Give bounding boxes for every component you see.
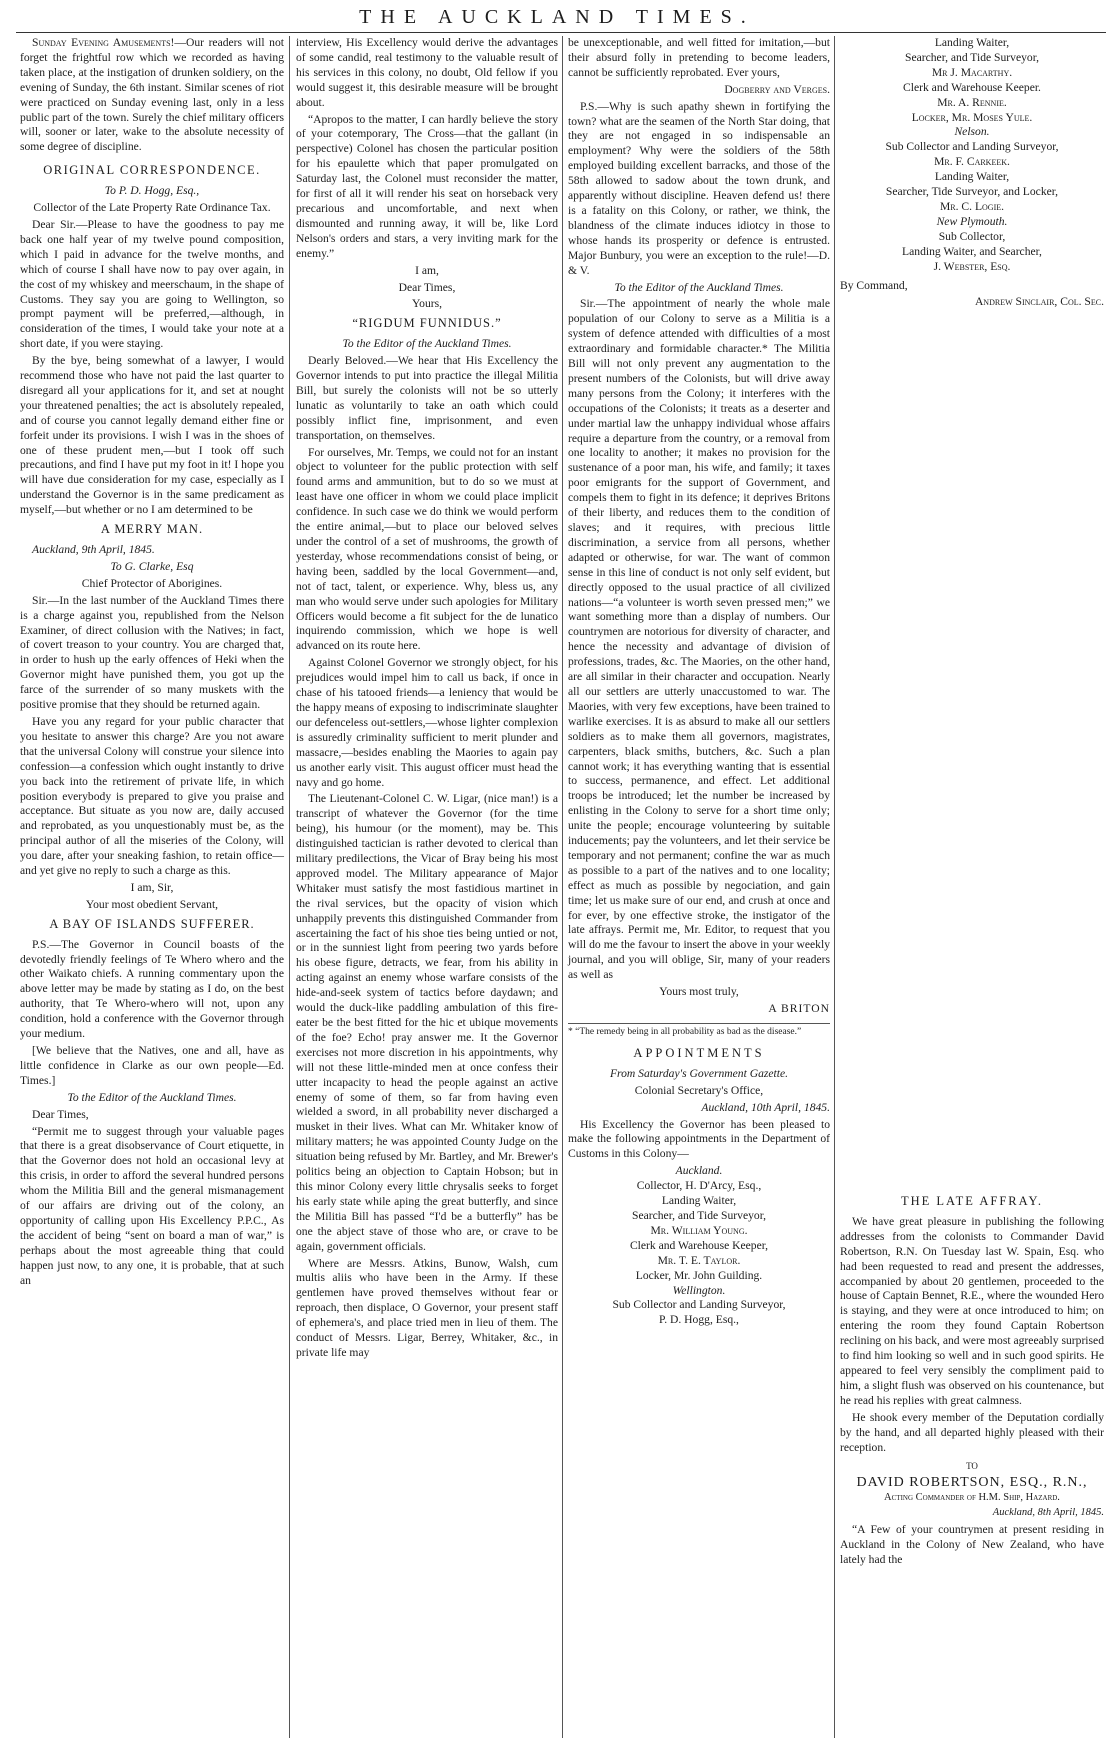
appointment-line: Searcher, and Tide Surveyor, bbox=[905, 50, 1039, 64]
masthead-rule bbox=[16, 32, 1106, 33]
appointment-line: Clerk and Warehouse Keeper. bbox=[903, 80, 1041, 94]
appointment-line: Landing Waiter, bbox=[934, 36, 1010, 49]
letter-paragraph: “Apropos to the matter, I can hardly believe the story of your cotemporary, The Cross—that the gallant (in perspective) Colonel has chosen the particular position for his epaulette which that paper promulgated on Saturday last, the Colonel must reconsider the matter, for first of all it will render his seat on horseback very precarious and uncomfortable, and next when dismounted and running away, it will be, like Lord Nelson's orders and stars, a very inviting mark for the enemy.” bbox=[296, 112, 558, 260]
letter-paragraph: Have you any regard for your public character that you hesitate to answer this charge? Are you not aware that the universal Colony will construe your silence into confession—a confession which ought instantly to drive you back into the retirement of private life, in which position everybody is prepared to give you praise and acceptance. But situate as you now are, daily accused and reprobated, as you unquestionably must be, as the principal author of all the miseries of the Colony, will you dare, after your sneaking fashion, to retain office—and yet give no reply to such a charge as this. bbox=[20, 714, 284, 878]
appointment-line: Sub Collector and Landing Surveyor, bbox=[885, 140, 1059, 154]
letter-address-title: Chief Protector of Aborigines. bbox=[81, 576, 223, 590]
letter-paragraph: Against Colonel Governor we strongly object, for his prejudices would impel him to call us back, if once in chase of his tatooed friends—a leniency that would be the happy means of exposing to indiscriminate slaughter our defenceless out-settlers,—whose lighter complexion is assuredly criminality sufficient to merit plunder and massacre,—besides enabling the Maories to again pay us another early visit. This august officer must head the navy and go home. bbox=[296, 656, 558, 789]
letter-signature: A BAY OF ISLANDS SUFFERER. bbox=[49, 916, 255, 931]
appointment-line: Searcher, and Tide Surveyor, bbox=[632, 1208, 766, 1222]
article-text: —Our readers will not forget the frightful row which we recorded as having taken place, at the instigation of drunken soldiery, on the evening of Sunday, the 6th instant. Similar scenes of riot were practiced on Sunday evening last, only in a less public part of the town. Surely the chief military officers will, sooner or later, wake to the absolute necessity of some degree of discipline. bbox=[20, 36, 284, 154]
column-divider bbox=[562, 36, 563, 1738]
appointment-line: Sub Collector, bbox=[938, 229, 1006, 243]
letter-closing: Yours, bbox=[411, 297, 443, 311]
letter-salutation: Dear Times, bbox=[32, 1107, 89, 1121]
letter-closing: Yours most truly, bbox=[659, 985, 739, 999]
letter-paragraph: Where are Messrs. Atkins, Bunow, Walsh, cum multis aliis who have been in the Army. If these gentlemen have proved themselves without fear or reproach, then displace, O Governor, your present staff of ephemera's, and place tried men in lieu of them. The conduct of Messrs. Ligar, Berrey, Whitaker, &c., in private life may bbox=[296, 1256, 558, 1359]
letter-signature: A MERRY MAN. bbox=[100, 522, 204, 537]
appointment-line: Mr. A. Rennie. bbox=[937, 95, 1007, 109]
command-line: By Command, bbox=[840, 278, 908, 292]
appointment-line: Mr. T. E. Taylor. bbox=[657, 1253, 741, 1267]
letter-address: To G. Clarke, Esq bbox=[110, 559, 194, 573]
article-paragraph: He shook every member of the Deputation cordially by the hand, and all departed highly pleased with their reception. bbox=[840, 1410, 1104, 1454]
appointment-line: Collector, H. D'Arcy, Esq., bbox=[636, 1179, 762, 1193]
appointment-line: Landing Waiter, and Searcher, bbox=[902, 244, 1042, 258]
appointment-line: Landing Waiter, bbox=[934, 170, 1010, 184]
letter-signature: A BRITON bbox=[768, 1002, 830, 1015]
appointment-line: Mr. William Young. bbox=[650, 1223, 748, 1237]
section-subheading: From Saturday's Government Gazette. bbox=[609, 1066, 789, 1080]
letter-paragraph: Sir.—In the last number of the Auckland Times there is a charge against you, republished from the Nelson Examiner, of direct collusion with the Natives; in fact, of covert treason to your country. You are charged that, in order to hush up the early offences of Heki when the Governor might have punished them, you got up the farce of the surrender of so many muskets with the positive promise that they should be returned again. bbox=[20, 593, 284, 712]
appointment-line: Locker, Mr. John Guilding. bbox=[635, 1268, 763, 1282]
letter-signature: “RIGDUM FUNNIDUS.” bbox=[352, 316, 502, 331]
appointment-line: Mr J. Macarthy. bbox=[931, 65, 1013, 79]
notice-paragraph: His Excellency the Governor has been pleased to make the following appointments in the Department of Customs in this Colony— bbox=[568, 1117, 830, 1161]
letter-address: To the Editor of the Auckland Times. bbox=[67, 1090, 237, 1104]
letter-paragraph: interview, His Excellency would derive the advantages of some candid, real testimony to the valuable result of his services in this colony, no doubt, Old fellow if you would suggest it, this desirable measure will be brought about. bbox=[296, 36, 558, 109]
column-4-lower bbox=[840, 1186, 1104, 1570]
letter-paragraph: “Permit me to suggest through your valuable pages that there is a great disobservance of Court etiquette, in that the Governor does not hold an occasional levy at this crisis, in order to afford the several hundred persons whom the Militia Bill and the general mismanagement of our affairs are driving out of the colony, an opportunity of calling upon His Excellency P.P.C., As the accident of being “sent on board a man of war,” is perhaps about the most agreeable thing that could happen just now, to any one, it is probable, that at such an bbox=[20, 1124, 284, 1287]
appointment-line: P. D. Hogg, Esq., bbox=[659, 1313, 739, 1327]
letter-paragraph: Dear Sir.—Please to have the goodness to pay me back one half year of my twelve pound composition, which I paid in advance for the twelve months, and which of course I shall have now to pay over again, in the cost of my whiskey and meerschaum, in the shape of Customs. They say you are going to Wellington, so prompt payment will be preferred,—although, in consideration of the times, I would take your note at a short date, if you were staying. bbox=[20, 217, 284, 351]
appointment-line: Locker, Mr. Moses Yule. bbox=[911, 110, 1033, 124]
letter-postscript: P.S.—The Governor in Council boasts of the devotedly friendly feelings of Te Whero whero and the other Waikato chiefs. A running commentary upon the above letter may be made by stating as I do, on the best authority, that Te Whero-whero will not, upon any condition, hold a conference with the Governor through your medium. bbox=[20, 937, 284, 1041]
appointments-list bbox=[840, 36, 1104, 275]
letter-paragraph: For ourselves, Mr. Temps, we could not for an instant object to volunteer for the public protection with self found arms and ammunition, but to do so we must at least have one officer in whom we could place implicit confidence. In such case we do think we would perform the entire animal,—but to place our beloved selves under the control of a set of mushrooms, the growth of yesterday, whose recommendations consist of being, or having been, saddled by the local Government—and, not of tact, talent, or experience. Why, bless us, any man who would serve under such apologies for Military Officers would become a fit subject for the de lunatico inquirendo commission, which we hope is well advanced on its route here. bbox=[296, 445, 558, 653]
letter-signature: Dogberry and Verges. bbox=[724, 82, 830, 96]
letter-address: To the Editor of the Auckland Times. bbox=[342, 337, 512, 351]
letter-closing: Dear Times, bbox=[398, 280, 456, 294]
letter-paragraph: be unexceptionable, and well fitted for imitation,—but their absurd folly in pretending to become leaders, cannot be sufficiently reprobated. Ever yours, bbox=[568, 36, 830, 79]
appointment-line: Mr. C. Logie. bbox=[939, 199, 1005, 213]
letter-closing: Your most obedient Servant, bbox=[85, 897, 219, 911]
address-recipient: DAVID ROBERTSON, ESQ., R.N., bbox=[856, 1475, 1088, 1491]
letter-paragraph: Dearly Beloved.—We hear that His Excellency the Governor intends to put into practice the illegal Militia Bill, but surely the colonists will not be so utterly lunatic as voluntarily to take an oath which could possibly inflict fine, imprisonment, and even transportation, on themselves. bbox=[296, 354, 558, 442]
article-paragraph: We have great pleasure in publishing the following addresses from the colonists to Commander David Robertson, R.N. On Tuesday last W. Spain, Esq. who had been requested to read and present the addresses, accompanied by about 20 gentlemen, proceeded to the house of Captain Bennet, R.E., where the wounded Hero is staying, and they were at once introduced to him; on entering the room they found Captain Robertson reclining on his back, and were most agreeably surprised to find him looking so well and in such good spirits. He appeared to feel very sensibly the compliment paid to him, a slight flush was observed on his countenance, but he read his replies with great calmness. bbox=[840, 1214, 1104, 1407]
column-4 bbox=[840, 36, 1104, 312]
letter-closing: I am, bbox=[415, 263, 439, 277]
letter-paragraph: The Lieutenant-Colonel C. W. Ligar, (nice man!) is a transcript of whatever the Governor (for the time being), his humour (or the moment), may be. This distinguished tactician is rather devoted to clerical than military predilections, the Vicar of Bray being his most approved model. The Military appearance of Major Whitaker must satisfy the most fastidious martinet in the rival services, but the opacity of vision which unhappily prevents this distinguished Commander from ascertaining the fact of his shoe ties being untied or not, or in the sunniest light from peering two yards before his obese figure, detracts, we fear, from his ability in acting against an enemy whose warfare consists of the hide-and-seek system of tactics before daydawn; and would the duck-like paddling ambulation of this fire-eater be the best fitted for the hic et ubique movements of the foe? Echo! pray answer me. It the Governor exercises not more discretion in his appointments, why will not these little-minded men at once confess their utter incapacity to head the people against an active enemy of some of them, so far from having even wielded a sword, in all probability never discharged a musket in their lives. What can Mr. Whitaker know of military matters; he was appointed County Judge on the situation being refused by Mr. Bartley, and Mr. Brewer's politics being an objection to Captain Hobson; but in this minor Colony every little chrysalis seeks to forget his early state while aping the great butterfly, and since the Militia Bill has passed “I'd be a butterfly” has be one the abject stave of those who are, or crave to be again, government officials. bbox=[296, 792, 558, 1253]
letter-closing: I am, Sir, bbox=[130, 880, 174, 894]
appointment-line: Sub Collector and Landing Surveyor, bbox=[612, 1298, 786, 1312]
place-heading: Wellington. bbox=[672, 1283, 726, 1297]
column-2 bbox=[296, 36, 558, 1363]
letter-address: To the Editor of the Auckland Times. bbox=[614, 280, 784, 294]
place-heading: New Plymouth. bbox=[936, 214, 1008, 228]
appointment-line: J. Webster, Esq. bbox=[933, 259, 1011, 273]
masthead bbox=[0, 6, 1114, 28]
section-heading: THE LATE AFFRAY. bbox=[900, 1194, 1044, 1208]
footnote: * “The remedy being in all probability as bad as the disease.” bbox=[568, 1023, 830, 1038]
editor-note: [We believe that the Natives, one and all, have as little confidence in Clarke as our own people—Ed. Times.] bbox=[20, 1044, 284, 1087]
notice-signature: Andrew Sinclair, Col. Sec. bbox=[974, 295, 1104, 309]
article-paragraph: “A Few of your countrymen at present residing in Auckland in the Colony of New Zealand, who have lately had the bbox=[840, 1523, 1104, 1566]
letter-address: To P. D. Hogg, Esq., bbox=[104, 184, 200, 198]
section-heading: APPOINTMENTS bbox=[633, 1045, 765, 1060]
appointment-line: Clerk and Warehouse Keeper, bbox=[629, 1238, 769, 1252]
letter-address-title: Collector of the Late Property Rate Ordinance Tax. bbox=[33, 201, 271, 215]
column-3 bbox=[568, 36, 830, 1328]
letter-paragraph: By the bye, being somewhat of a lawyer, I would recommend those who have not paid the last quarter to disregard all your applications for it, and set at nought your threatened penalties; the act is absolutely repealed, and of course you cannot legally demand either fine or forfeit under its provisions. I wish I was in the shoes of one of these prudent men,—but I took off such precautions, and find I have put my foot in it! I hope you will have due consideration for my case, especially as I understand the Governor is in the same predicament as myself,—but whether or no I am determined to be bbox=[20, 354, 284, 517]
appointment-line: Landing Waiter, bbox=[661, 1194, 737, 1208]
column-divider bbox=[289, 36, 290, 1738]
place-heading: Auckland. bbox=[675, 1164, 723, 1178]
article-lead: Sunday Evening Amusements! bbox=[32, 36, 175, 49]
notice-date: Auckland, 10th April, 1845. bbox=[701, 1100, 830, 1114]
appointment-line: Mr. F. Carkeek. bbox=[934, 155, 1010, 169]
address-date: Auckland, 8th April, 1845. bbox=[992, 1507, 1104, 1519]
office-name: Colonial Secretary's Office, bbox=[634, 1083, 764, 1097]
section-heading: ORIGINAL CORRESPONDENCE. bbox=[43, 163, 261, 178]
appointment-line: Searcher, Tide Surveyor, and Locker, bbox=[885, 185, 1059, 199]
newspaper-title: THE AUCKLAND TIMES. bbox=[359, 6, 755, 28]
letter-postscript: P.S.—Why is such apathy shewn in fortifying the town? what are the seamen of the North Star doing, that they are not engaged in so indispensable an employment? Why were the soldiers of the 58th employed building excellent barracks, and those of the 58th allowed to sadow about the town drunk, and apparently without discipline. Heaven defend us! there is a fatality on this Colony, or rather, we think, the blandness of the climate induces idiotcy in those to whose hands its prosperity or defence is entrusted. Major Bunbury, you were an exception to the rule!—D. & V. bbox=[568, 99, 830, 277]
recipient-title: Acting Commander of H.M. Ship, Hazard. bbox=[884, 1492, 1060, 1504]
address-to: TO bbox=[966, 1461, 978, 1472]
appointments-list bbox=[568, 1164, 830, 1328]
column-1 bbox=[20, 36, 284, 1291]
column-divider bbox=[834, 36, 835, 1738]
letter-paragraph: Sir.—The appointment of nearly the whole male population of our Colony to serve as a Militia is a system of defence attended with difficulties of a most extraordinary and formidable character.* The Militia Bill will not only prevent any augmentation to the present numbers of the Colonists, but will drive away many persons from the Colony; it interferes with the occupations of the Colonists; it treats as a deserter and under martial law the unhappy individual whose affairs require a departure from the country, or a removal from one locality to another; it makes no provision for the sustenance of a poor man, his wife, and family; it taxes poor emigrants for the support of Government, and compels them to fight in its defence; it deprives Britons of their liberty, and reduces them to the condition of slaves; and it requires, with precious little discrimination, a service from all persons, whether adapted or otherwise, for war. The want of common sense in this line of conduct is not only self evident, but directly opposed to the usual practice of all civilized nations—“a volunteer is worth seven pressed men;” we want something more than a display of numbers. Our countrymen are notorious for diversity of character, and hence the necessity and advantage of division of professions, trades, &c. The Maories, on the other hand, are all similar in their character and occupation. Nearly all our settlers are utterly unaccustomed to war. The Maories, with very few exceptions, have been trained to warlike exercises. It is as absurd to make all our settlers soldiers as to make them all governors, magistrates, carpenters, black smiths, butchers, &c. Such a plan cannot work; it has everything wanting that is essential to success, permanence, and effect. Let additional troops be introduced; let the number be increased by enlisting in the Colony to serve for a short time only; unite the people; encourage volunteering by suitable inducements; pay the volunteers, and let their service be temporary and not permanent; confine the war as much as possible to a part of the natives and to one locality; effect as much as possible by negociation, and gain time; let us make sure of our end, and crush at once and for ever, by one effective stroke, the instigator of the late affrays. Permit me, Mr. Editor, to request that you will do me the favour to insert the above in your weekly journal, and you will oblige, Sir, many of your readers as well as bbox=[568, 297, 830, 982]
letter-date: Auckland, 9th April, 1845. bbox=[32, 543, 155, 556]
place-heading: Nelson. bbox=[954, 125, 990, 139]
